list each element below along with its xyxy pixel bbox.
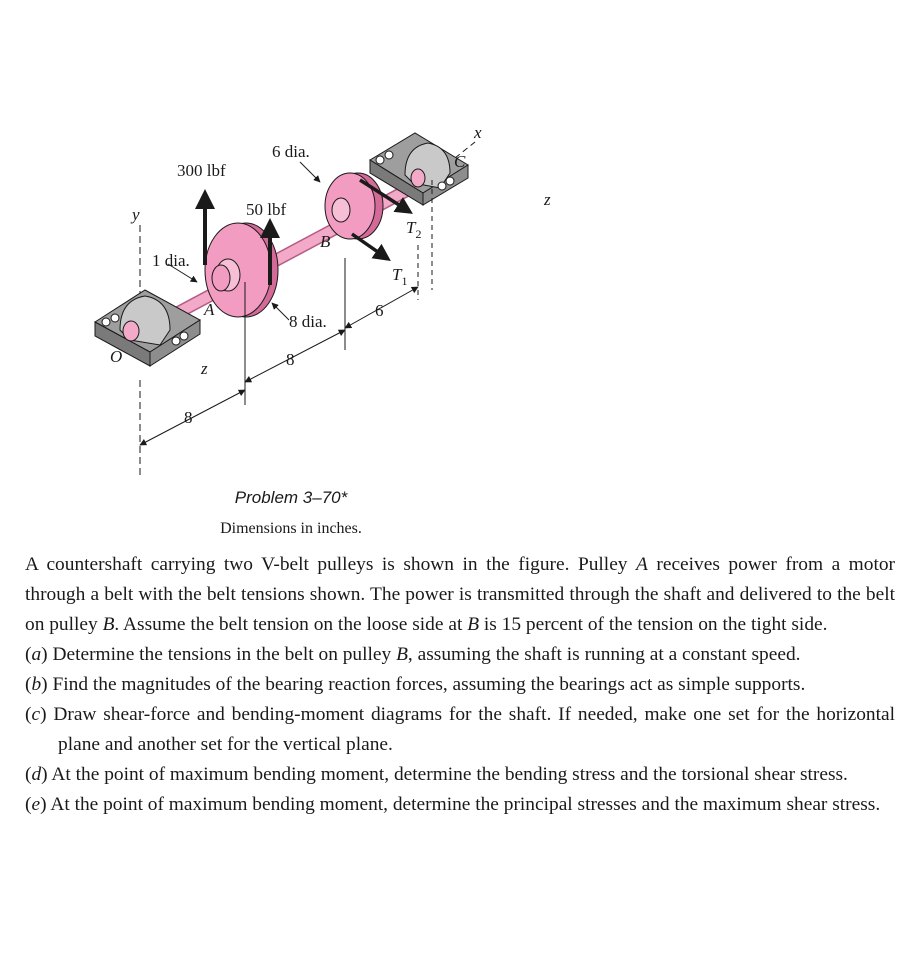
dia-1-label: 1 dia. [152,251,190,270]
pulley-b [325,173,383,239]
axis-z-label: z [201,359,208,378]
pulley-a [205,223,278,317]
point-b-label: B [320,232,331,251]
figure-caption-subtitle: Dimensions in inches. [220,520,362,537]
point-c-label: C [454,152,466,171]
problem-statement [25,550,895,820]
force-50-label: 50 lbf [246,200,287,219]
point-o-label: O [110,347,123,366]
axis-z2-label: z [544,190,551,209]
part-b: (b) Find the magnitudes of the bearing reaction forces, assuming the bearings act as simple supports. [25,674,806,695]
force-300-label: 300 lbf [177,161,226,180]
dim-8-a-label: 8 [184,408,193,427]
point-a-label: A [204,300,215,319]
dia-6-label: 6 dia. [272,142,310,161]
t1-label: $T_1$ [392,265,408,288]
part-a: (a) Determine the tensions in the belt on pulley B, assuming the shaft is running at a constant speed. [25,644,801,665]
axis-y-label: y [132,205,140,224]
dim-8-b-label: 8 [286,350,295,369]
part-c: (c) Draw shear-force and bending-moment diagrams for the shaft. If needed, make one set for the horizontal plane and another set for the vertical plane. [25,704,895,755]
figure-caption-title: Problem 3–70* [234,488,348,507]
axis-x-label: x [474,123,482,142]
t1-arrow [352,234,388,259]
part-d: (d) At the point of maximum bending moment, determine the bending stress and the torsional shear stress. [25,764,848,785]
part-e: (e) At the point of maximum bending moment, determine the principal stresses and the maximum shear stress. [25,794,881,815]
dim-6-label: 6 [375,301,384,320]
t2-label: $T_2$ [406,218,422,241]
problem-intro: A countershaft carrying two V-belt pulleys is shown in the figure. Pulley A receives power from a motor through a belt with the belt tensions shown. The power is transmitted through the shaft and delivered to the belt on pulley B. Assume the belt tension on the loose side at B is 15 percent of the tension on the tight side. [25,554,895,635]
dia-8-label: 8 dia. [289,312,327,331]
